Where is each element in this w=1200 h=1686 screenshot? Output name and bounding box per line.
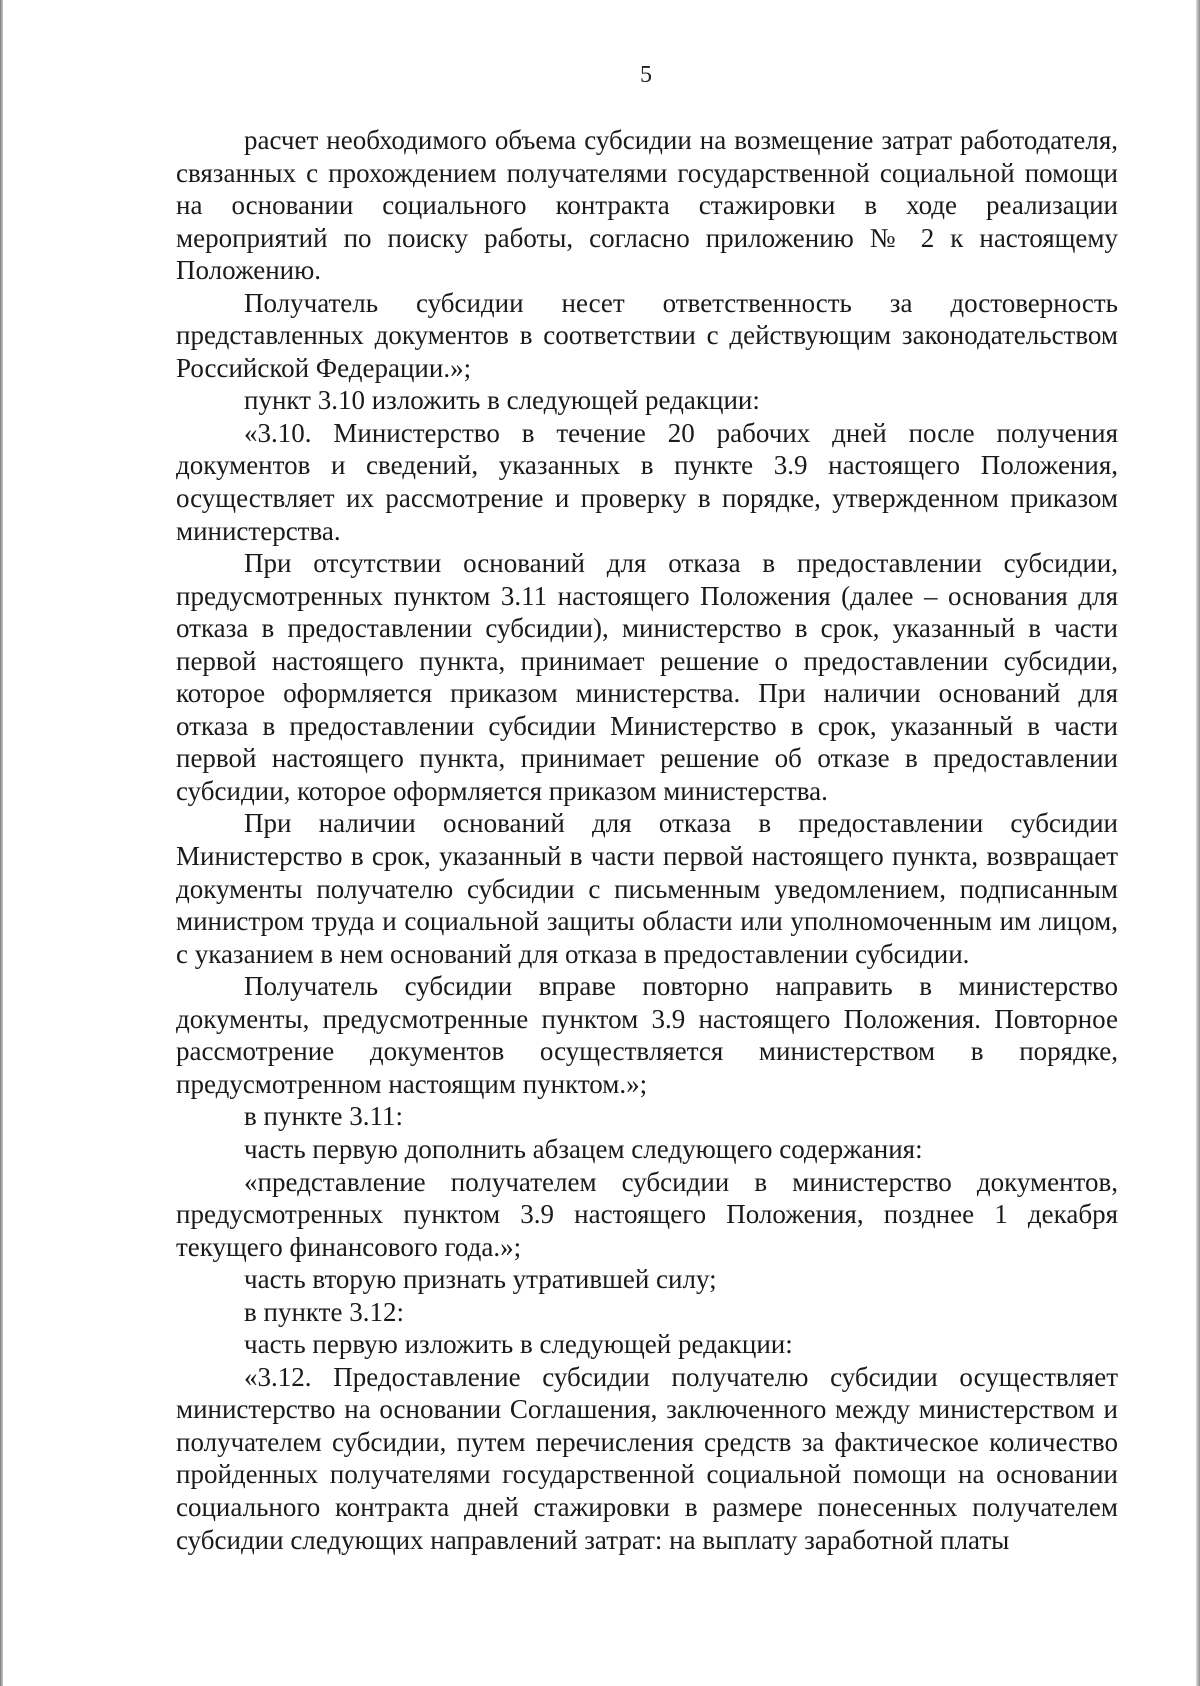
scan-right-edge (1196, 0, 1200, 1686)
paragraph: «3.12. Предоставление субсидии получателю субсидии осуществляет министерство на основании Соглашения, заключенного между министерством и получателем субсидии, путем перечисления средств за фактическое количество пройденных получателями государственной социальной помощи на основании социального контракта дней стажировки в размере понесенных получателем субсидии следующих направлений затрат: на выплату заработной платы (176, 1361, 1118, 1555)
paragraph: часть первую изложить в следующей редакции: (244, 1329, 793, 1360)
paragraph: часть вторую признать утратившей силу; (244, 1264, 717, 1295)
paragraph: часть первую дополнить абзацем следующего содержания: (244, 1133, 923, 1164)
paragraph: При наличии оснований для отказа в предоставлении субсидии Министерство в срок, указанный в части первой настоящего пункта, возвращает документы получателю субсидии с письменным уведомлением, подписанным министром труда и социальной защиты области или уполномоченным им лицом, с указанием в нем оснований для отказа в предоставлении субсидии. (176, 808, 1118, 969)
paragraph: расчет необходимого объема субсидии на возмещение затрат работодателя, связанных с прохождением получателями государственной социальной помощи на основании социального контракта стажировки в ходе реализации мероприятий по поиску работы, согласно приложению № 2 к настоящему Положению. (176, 125, 1118, 286)
paragraph: «3.10. Министерство в течение 20 рабочих дней после получения документов и сведений, указанных в пункте 3.9 настоящего Положения, осуществляет их рассмотрение и проверку в порядке, утвержденном приказом министерства. (176, 417, 1118, 546)
paragraph: Получатель субсидии вправе повторно направить в министерство документы, предусмотренные пунктом 3.9 настоящего Положения. Повторное рассмотрение документов осуществляется министерством в порядке, предусмотренном настоящим пунктом.»; (176, 971, 1118, 1099)
paragraph: в пункте 3.11: (244, 1101, 403, 1132)
paragraph: в пункте 3.12: (244, 1296, 404, 1327)
paragraph: «представление получателем субсидии в министерство документов, предусмотренных пунктом 3.9 настоящего Положения, позднее 1 декабря текущего финансового года.»; (176, 1166, 1118, 1262)
document-body (176, 124, 1118, 1556)
scan-left-edge (0, 0, 3, 1686)
page-number: 5 (640, 62, 652, 88)
paragraph: Получатель субсидии несет ответственность за достоверность представленных документов в соответствии с действующим законодательством Российской Федерации.»; (176, 287, 1118, 383)
paragraph: При отсутствии оснований для отказа в предоставлении субсидии, предусмотренных пунктом 3.11 настоящего Положения (далее – основания для отказа в предоставлении субсидии), министерство в срок, указанный в части первой настоящего пункта, принимает решение о предоставлении субсидии, которое оформляется приказом министерства. При наличии оснований для отказа в предоставлении субсидии Министерство в срок, указанный в части первой настоящего пункта, принимает решение об отказе в предоставлении субсидии, которое оформляется приказом министерства. (176, 548, 1118, 806)
paragraph: пункт 3.10 изложить в следующей редакции: (244, 385, 760, 416)
